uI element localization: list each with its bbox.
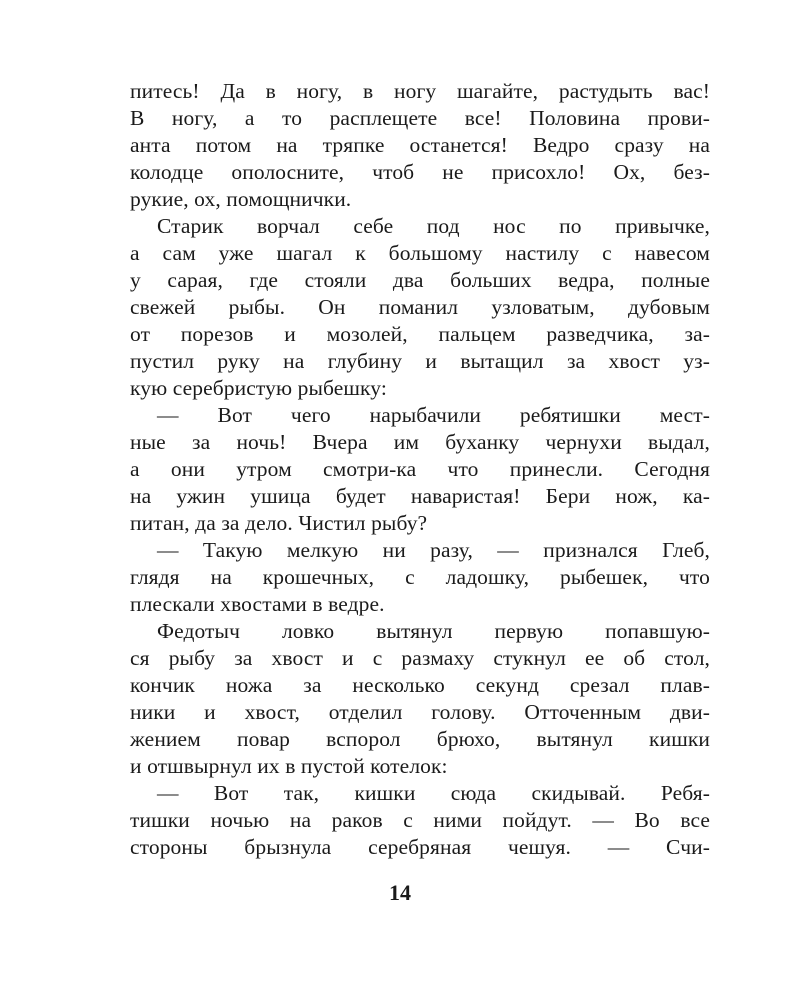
text-line: пустил руку на глубину и вытащил за хвост уз-	[130, 349, 710, 373]
text-line: а сам уже шагал к большому настилу с навесом	[130, 241, 710, 265]
text-line: жением повар вспорол брюхо, вытянул кишки	[130, 727, 710, 751]
text-line: В ногу, а то расплещете все! Половина прови-	[130, 106, 710, 130]
text-line: ники и хвост, отделил голову. Отточенным дви-	[130, 700, 710, 724]
text-line: кончик ножа за несколько секунд срезал плав-	[130, 673, 710, 697]
text-line: глядя на крошечных, с ладошку, рыбешек, что	[130, 565, 710, 589]
text-line: — Вот чего нарыбачили ребятишки мест-	[157, 403, 710, 427]
text-line: плескали хвостами в ведре.	[130, 592, 385, 616]
text-line: тишки ночью на раков с ними пойдут. — Во все	[130, 808, 710, 832]
text-line: ные за ночь! Вчера им буханку чернухи выдал,	[130, 430, 710, 454]
text-line: кую серебристую рыбешку:	[130, 376, 387, 400]
text-line: рукие, ох, помощнички.	[130, 187, 352, 211]
text-line: питан, да за дело. Чистил рыбу?	[130, 511, 428, 535]
text-line: свежей рыбы. Он поманил узловатым, дубовым	[130, 295, 710, 319]
body-text	[130, 78, 710, 861]
text-line: а они утром смотри-ка что принесли. Сегодня	[130, 457, 710, 481]
text-line: на ужин ушица будет наваристая! Бери нож, ка-	[130, 484, 710, 508]
text-line: ся рыбу за хвост и с размаху стукнул ее об стол,	[130, 646, 710, 670]
text-line: колодце ополосните, чтоб не присохло! Ох, без-	[130, 160, 710, 184]
text-line: Федотыч ловко вытянул первую попавшую-	[157, 619, 710, 643]
text-line: — Вот так, кишки сюда скидывай. Ребя-	[157, 781, 710, 805]
text-line: и отшвырнул их в пустой котелок:	[130, 754, 448, 778]
text-line: Старик ворчал себе под нос по привычке,	[157, 214, 710, 238]
text-line: питесь! Да в ногу, в ногу шагайте, растудыть вас!	[130, 79, 710, 103]
text-line: у сарая, где стояли два больших ведра, полные	[130, 268, 710, 292]
text-line: стороны брызнула серебряная чешуя. — Счи-	[130, 835, 710, 859]
text-line: от порезов и мозолей, пальцем разведчика, за-	[130, 322, 710, 346]
text-line: — Такую мелкую ни разу, — признался Глеб,	[157, 538, 710, 562]
text-line: анта потом на тряпке останется! Ведро сразу на	[130, 133, 710, 157]
page-number: 14	[389, 880, 411, 905]
